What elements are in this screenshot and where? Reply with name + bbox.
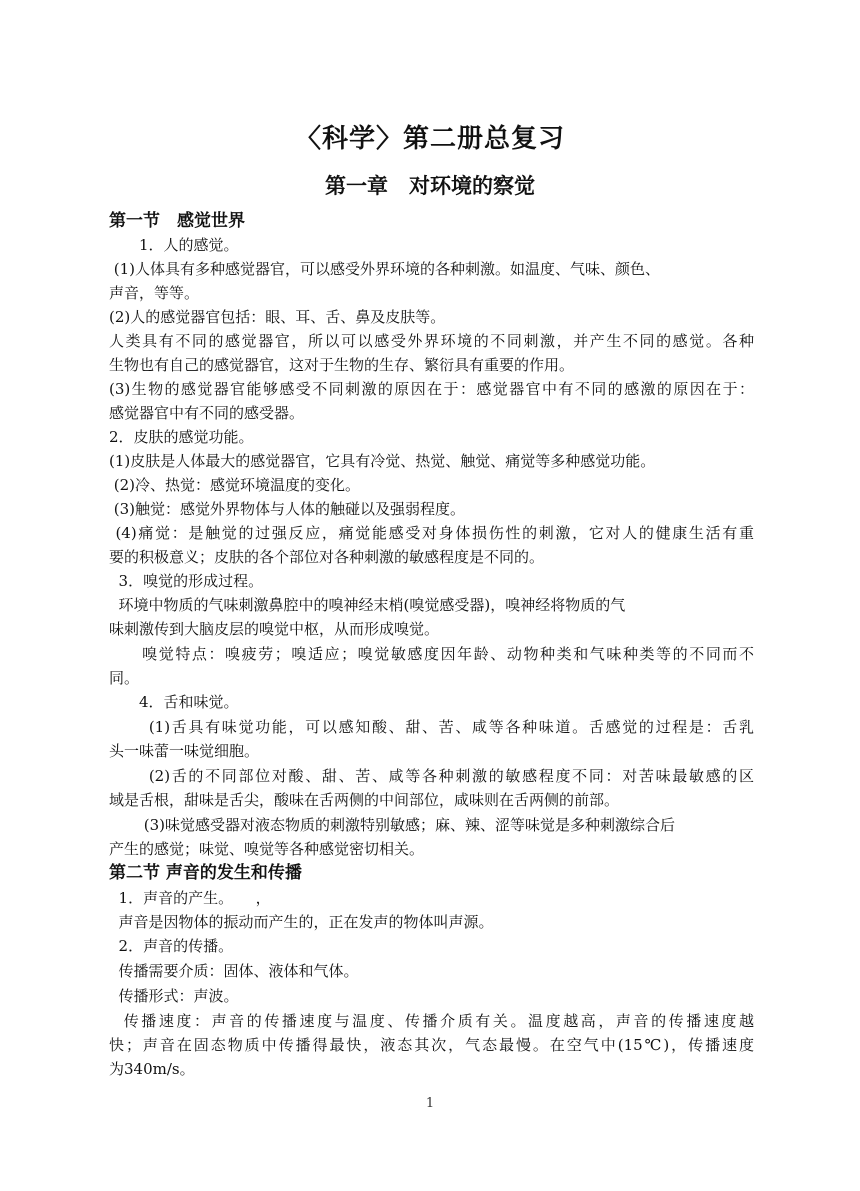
section-heading: 第一节 感觉世界 bbox=[109, 211, 245, 231]
text-line: 头一味蕾一味觉细胞。 bbox=[109, 742, 260, 760]
text-line: (1)人体具有多种感觉器官，可以感受外界环境的各种刺激。如温度、气味、颜色、 bbox=[109, 260, 661, 278]
text-line: 环境中物质的气味刺激鼻腔中的嗅神经末梢(嗅觉感受器)，嗅神经将物质的气 bbox=[109, 596, 626, 614]
section-heading: 第二节 声音的发生和传播 bbox=[109, 863, 302, 883]
text-line: 要的积极意义；皮肤的各个部位对各种刺激的敏感程度是不同的。 bbox=[109, 548, 545, 566]
text-line: (2)舌的不同部位对酸、甜、苦、咸等各种刺激的敏感程度不同：对苦味最敏感的区 bbox=[109, 767, 754, 785]
text-line: 快；声音在固态物质中传播得最快，液态其次，气态最慢。在空气中(15℃)，传播速度 bbox=[109, 1036, 754, 1054]
text-line: 嗅觉特点：嗅疲劳；嗅适应；嗅觉敏感度因年龄、动物种类和气味种类等的不同而不 bbox=[109, 645, 754, 663]
document-title: 〈科学〉第二册总复习 bbox=[294, 124, 565, 154]
text-line: 声音是因物体的振动而产生的，正在发声的物体叫声源。 bbox=[109, 913, 494, 931]
text-line: 同。 bbox=[109, 669, 140, 687]
text-line: 2．声音的传播。 bbox=[109, 937, 234, 955]
text-line: (2)人的感觉器官包括：眼、耳、舌、鼻及皮肤等。 bbox=[109, 308, 446, 326]
text-line: 产生的感觉；味觉、嗅觉等各种感觉密切相关。 bbox=[109, 840, 425, 858]
text-line: 1．声音的产生。 ， bbox=[109, 889, 271, 907]
text-line: (4)痛觉：是触觉的过强反应，痛觉能感受对身体损伤性的刺激，它对人的健康生活有重 bbox=[109, 524, 754, 542]
text-line: (2)冷、热觉：感觉环境温度的变化。 bbox=[109, 476, 361, 494]
chapter-heading: 第一章 对环境的察觉 bbox=[325, 174, 535, 198]
text-line: (3)触觉：感觉外界物体与人体的触碰以及强弱程度。 bbox=[109, 500, 466, 518]
text-line: 感觉器官中有不同的感受器。 bbox=[109, 404, 305, 422]
text-line: (3)生物的感觉器官能够感受不同刺激的原因在于：感觉器官中有不同的感激的原因在于： bbox=[109, 380, 754, 398]
text-line: 域是舌根，甜味是舌尖，酸味在舌两侧的中间部位，咸味则在舌两侧的前部。 bbox=[109, 791, 620, 809]
text-line: 为340m/s。 bbox=[109, 1060, 195, 1078]
text-line: 味刺激传到大脑皮层的嗅觉中枢，从而形成嗅觉。 bbox=[109, 620, 440, 638]
page-number: 1 bbox=[425, 1096, 435, 1111]
text-line: 传播形式：声波。 bbox=[109, 987, 239, 1005]
text-line: 传播需要介质：固体、液体和气体。 bbox=[109, 962, 359, 980]
text-line: 3．嗅觉的形成过程。 bbox=[109, 572, 264, 590]
text-line: 声音，等等。 bbox=[109, 284, 200, 302]
text-line: 4．舌和味觉。 bbox=[109, 693, 239, 711]
text-line: 传播速度：声音的传播速度与温度、传播介质有关。温度越高，声音的传播速度越 bbox=[109, 1012, 754, 1030]
text-line: (1)舌具有味觉功能，可以感知酸、甜、苦、咸等各种味道。舌感觉的过程是：舌乳 bbox=[109, 718, 754, 736]
text-line: 1．人的感觉。 bbox=[109, 236, 239, 254]
text-line: 生物也有自己的感觉器官，这对于生物的生存、繁衍具有重要的作用。 bbox=[109, 356, 575, 374]
text-line: 人类具有不同的感觉器官，所以可以感受外界环境的不同刺激，并产生不同的感觉。各种 bbox=[109, 332, 754, 350]
text-line: (3)味觉感受器对液态物质的刺激特别敏感；麻、辣、涩等味觉是多种刺激综合后 bbox=[109, 816, 676, 834]
text-line: (1)皮肤是人体最大的感觉器官，它具有冷觉、热觉、触觉、痛觉等多种感觉功能。 bbox=[109, 452, 656, 470]
text-line: 2．皮肤的感觉功能。 bbox=[109, 428, 254, 446]
